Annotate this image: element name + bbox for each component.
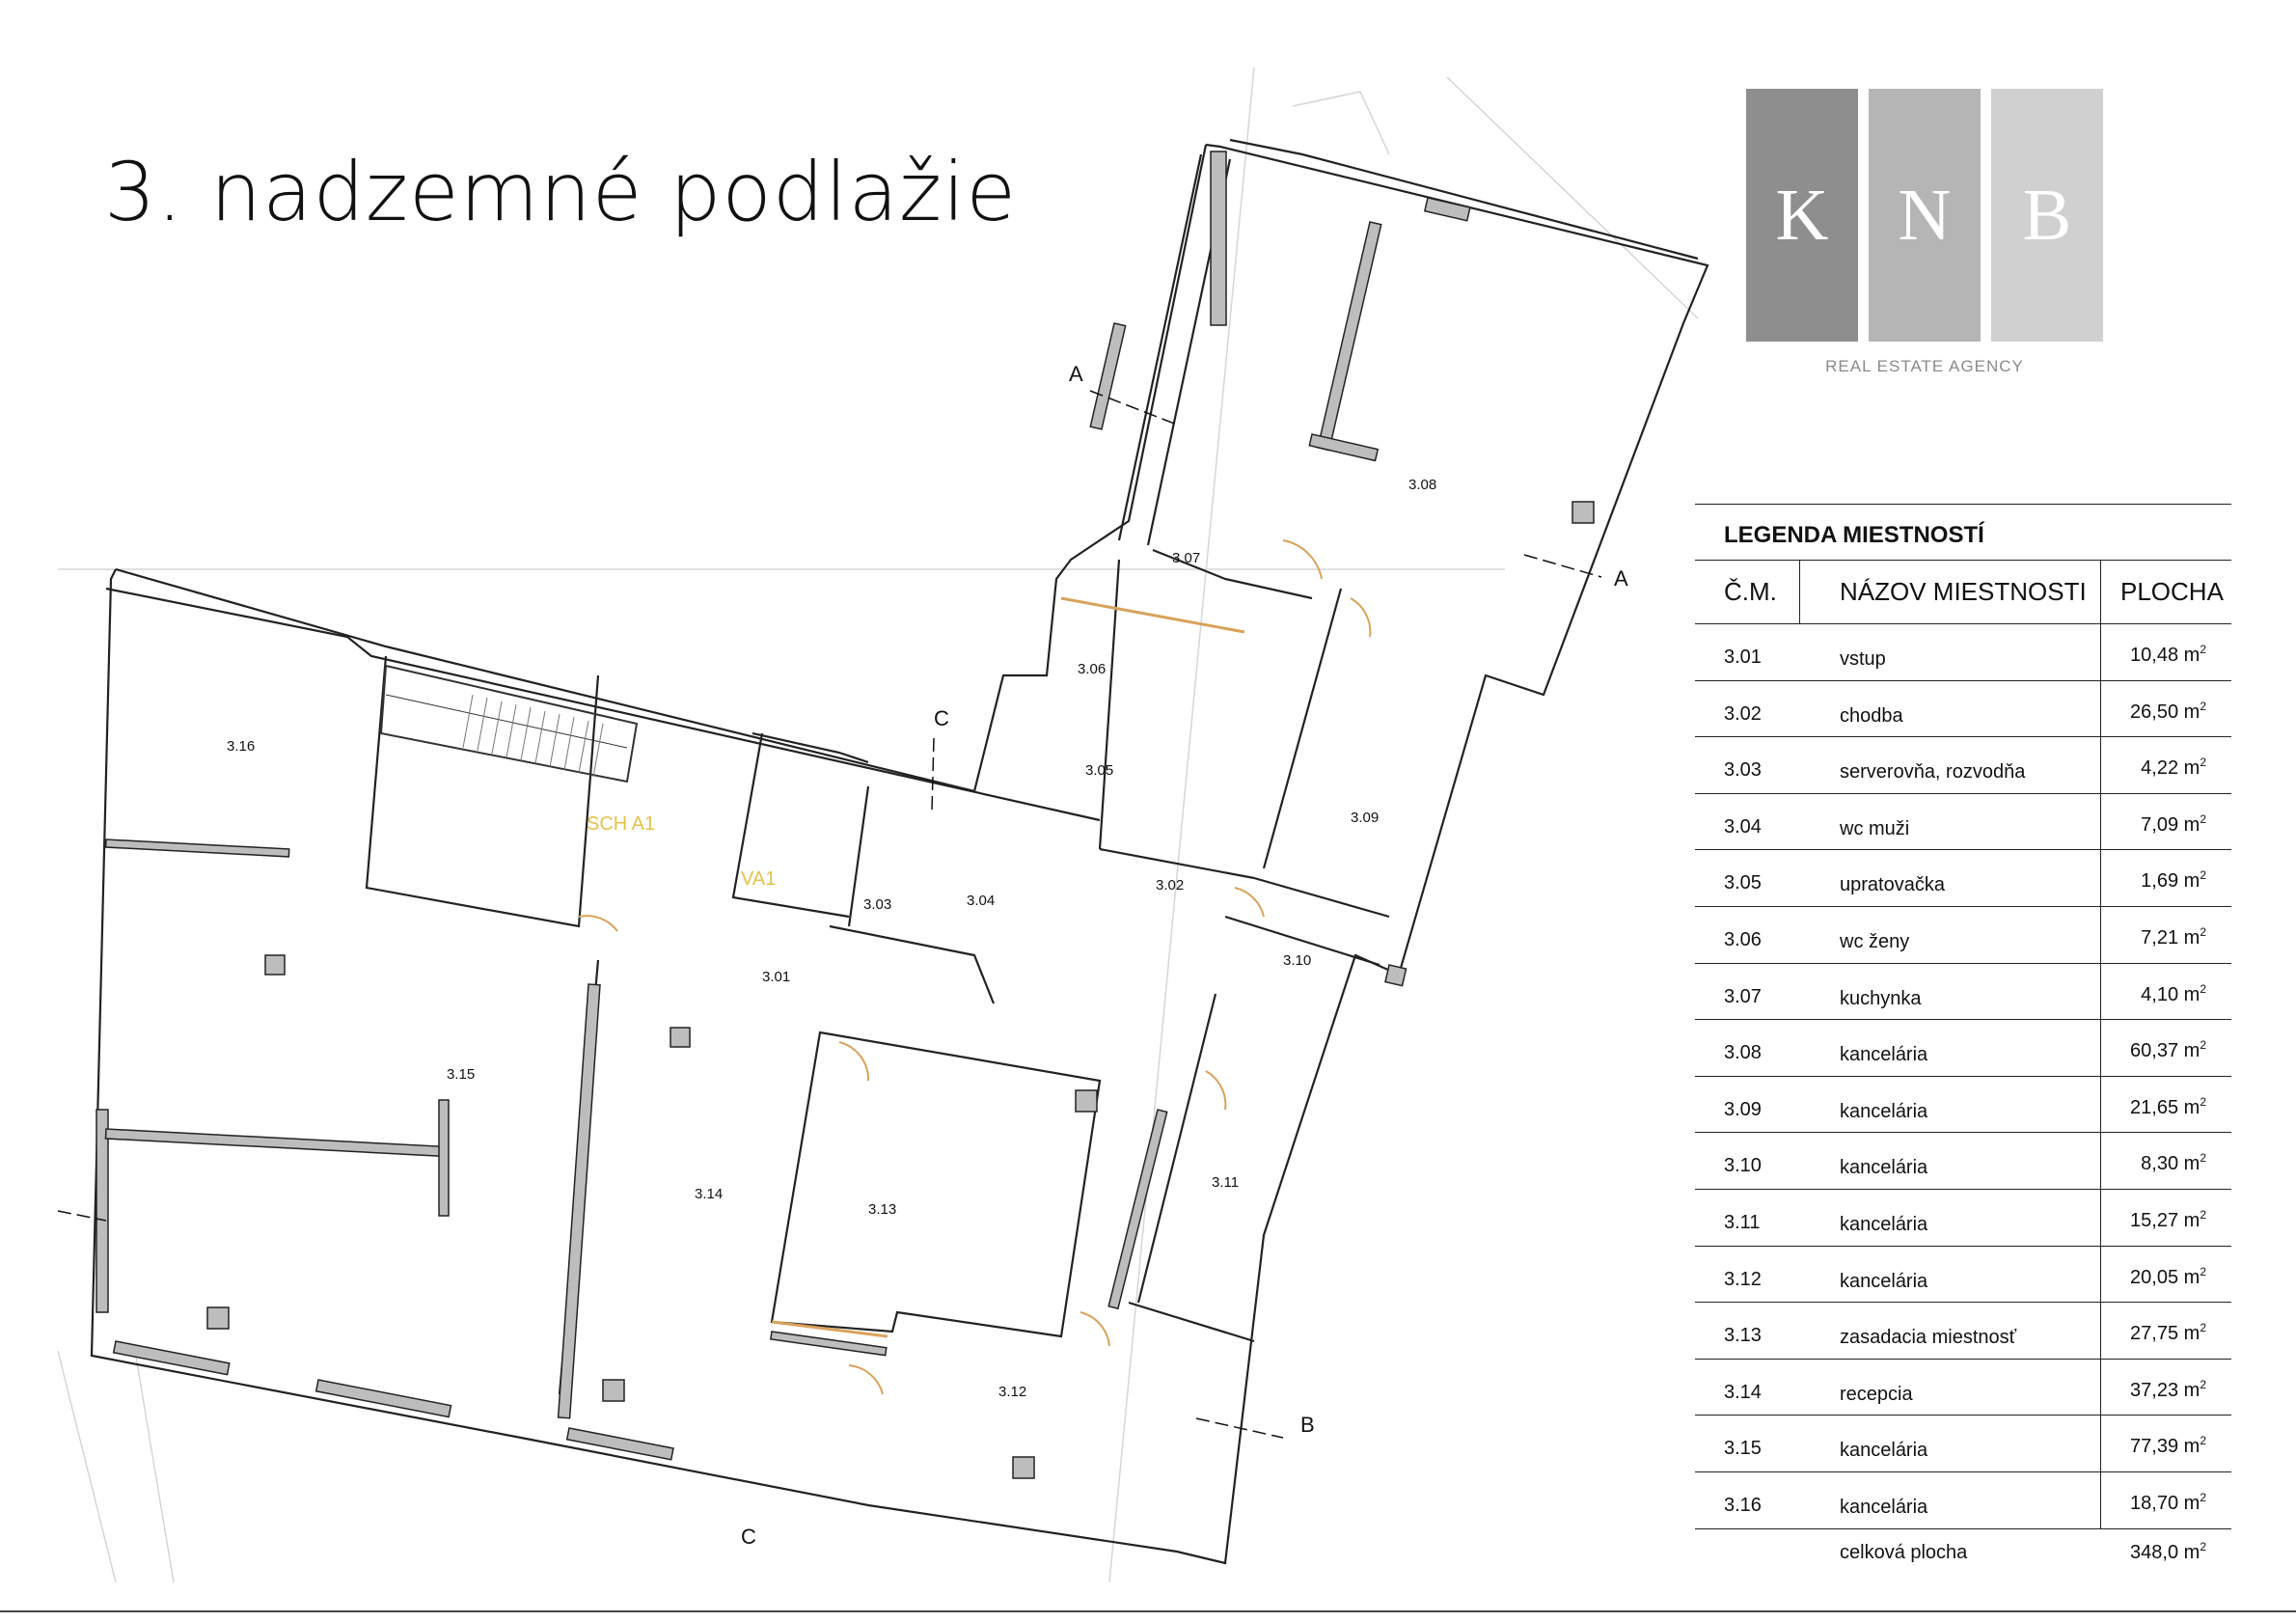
area-unit-exponent: 2 [2200, 925, 2206, 939]
room-name: vstup [1840, 648, 1886, 670]
column-divider [2100, 623, 2101, 680]
area-unit-exponent: 2 [2200, 981, 2206, 996]
room-area [2130, 1265, 2206, 1289]
room-number: 3.12 [1724, 1268, 1762, 1290]
legend-header-divider [1799, 560, 1800, 623]
room-label: 3.01 [762, 969, 791, 985]
room-number: 3.15 [1724, 1438, 1762, 1460]
room-name: wc ženy [1840, 931, 1910, 952]
area-unit-exponent: 2 [2200, 1094, 2206, 1109]
legend-row [1695, 1471, 2231, 1529]
room-area [2141, 756, 2206, 780]
area-unit-exponent: 2 [2200, 699, 2206, 713]
room-area [2130, 1491, 2206, 1515]
room-number: 3.01 [1724, 646, 1762, 668]
area-unit-exponent: 2 [2200, 1434, 2206, 1448]
room-area [2130, 1095, 2206, 1119]
legend-header-name: NÁZOV MIESTNOSTI [1840, 577, 2087, 606]
area-unit-exponent: 2 [2200, 1321, 2206, 1335]
column-divider [2100, 849, 2101, 906]
area-unit-exponent: 2 [2200, 811, 2206, 826]
legend-row [1695, 1132, 2231, 1190]
column-divider [2100, 1302, 2101, 1359]
area-unit: m [2183, 1323, 2200, 1345]
room-area [2130, 1208, 2206, 1232]
area-unit-exponent: 2 [2200, 1208, 2206, 1222]
column-divider [2100, 680, 2101, 737]
room-number: 3.10 [1724, 1155, 1762, 1177]
stair-label: SCH A1 [587, 813, 656, 835]
area-unit: m [2183, 927, 2200, 948]
logo-letter-b: B [1991, 89, 2103, 342]
column-divider [2100, 1132, 2101, 1189]
area-unit: m [2183, 757, 2200, 780]
room-area [2130, 1321, 2206, 1345]
logo-letter-k: K [1746, 89, 1858, 342]
area-unit: m [2183, 1040, 2200, 1062]
legend-row [1695, 1246, 2231, 1304]
room-area [2130, 700, 2206, 724]
total-area [2130, 1540, 2206, 1564]
legend-row [1695, 1076, 2231, 1134]
room-area-value: 18,70 [2130, 1493, 2184, 1514]
area-unit: m [2183, 1096, 2200, 1118]
column-divider [2100, 906, 2101, 963]
column-divider [2100, 736, 2101, 793]
room-name: wc muži [1840, 817, 1910, 839]
room-name: upratovačka [1840, 874, 1945, 896]
legend-row [1695, 1189, 2231, 1247]
section-marker: C [741, 1525, 756, 1549]
area-unit: m [2183, 983, 2200, 1005]
knb-logo [1746, 89, 2103, 378]
area-unit: m [2183, 1153, 2200, 1175]
legend-header-area: PLOCHA [2120, 577, 2224, 606]
room-label: 3.05 [1085, 762, 1114, 779]
legend-header-top-rule [1695, 560, 2231, 561]
area-unit: m [2183, 1493, 2200, 1514]
room-label: 3.06 [1078, 661, 1107, 677]
room-label: 3.13 [868, 1201, 897, 1218]
room-area-value: 8,30 [2141, 1153, 2184, 1175]
room-label: 3.04 [967, 893, 996, 909]
room-label: 3.07 [1172, 550, 1201, 566]
room-name: kancelária [1840, 1157, 1928, 1179]
room-area [2141, 812, 2206, 837]
room-label: 3.09 [1351, 810, 1380, 826]
total-area-value: 348,0 [2130, 1541, 2184, 1563]
room-number: 3.03 [1724, 759, 1762, 782]
room-label: 3.16 [227, 738, 256, 755]
room-name: serverovňa, rozvodňa [1840, 761, 2026, 784]
room-area-value: 4,22 [2141, 757, 2184, 780]
room-area [2141, 868, 2206, 893]
room-area-value: 77,39 [2130, 1436, 2184, 1458]
room-area [2130, 1434, 2206, 1458]
stair-label: VA1 [741, 868, 777, 890]
room-number: 3.06 [1724, 929, 1762, 950]
room-number: 3.11 [1724, 1212, 1761, 1233]
section-marker: C [934, 706, 949, 730]
area-unit: m [2183, 1379, 2200, 1401]
area-unit-exponent: 2 [2200, 643, 2206, 656]
room-area-value: 10,48 [2130, 645, 2184, 666]
total-label: celková plocha [1840, 1541, 1968, 1563]
area-unit-exponent: 2 [2200, 1264, 2206, 1278]
column-divider [2100, 1246, 2101, 1303]
legend-title-text: LEGENDA MIESTNOSTÍ [1724, 522, 1984, 548]
area-unit: m [2183, 1436, 2200, 1458]
room-name: kancelária [1840, 1270, 1928, 1292]
area-unit: m [2183, 645, 2200, 666]
room-name: kancelária [1840, 1044, 1928, 1066]
room-area-value: 60,37 [2130, 1040, 2184, 1062]
page-bottom-rule [0, 1610, 2296, 1612]
legend-row [1695, 906, 2231, 964]
room-area-value: 1,69 [2141, 870, 2184, 893]
room-area-value: 21,65 [2130, 1096, 2184, 1118]
room-number: 3.05 [1724, 872, 1762, 894]
column-divider [2100, 1415, 2101, 1471]
room-area-value: 20,05 [2130, 1266, 2184, 1288]
column-divider [2100, 1359, 2101, 1416]
area-unit: m [2183, 1541, 2200, 1563]
legend-header-no: Č.M. [1724, 577, 1777, 606]
legend-row [1695, 849, 2231, 907]
legend-row [1695, 623, 2231, 681]
section-marker: A [1069, 362, 1083, 386]
room-name: chodba [1840, 704, 1903, 727]
room-area [2141, 1151, 2206, 1175]
legend-row [1695, 1415, 2231, 1472]
area-unit: m [2183, 1210, 2200, 1231]
area-unit-exponent: 2 [2200, 756, 2206, 770]
legend-row [1695, 793, 2231, 851]
legend-header-divider [2100, 560, 2101, 623]
room-name: kuchynka [1840, 987, 1922, 1009]
area-unit: m [2183, 870, 2200, 893]
column-divider [2100, 1189, 2101, 1246]
section-marker: B [1300, 1413, 1315, 1437]
logo-letter-n: N [1869, 89, 1981, 342]
legend-total-row [1695, 1528, 2231, 1577]
legend-row [1695, 680, 2231, 738]
area-unit: m [2183, 1266, 2200, 1288]
room-label: 3.14 [695, 1186, 724, 1202]
room-name: zasadacia miestnosť [1840, 1327, 2017, 1349]
column-divider [2100, 1076, 2101, 1133]
room-area-value: 27,75 [2130, 1323, 2184, 1345]
room-number: 3.07 [1724, 985, 1762, 1007]
room-label: 3.11 [1212, 1174, 1240, 1191]
legend-row [1695, 736, 2231, 794]
area-unit: m [2183, 813, 2200, 836]
room-area [2130, 1038, 2206, 1062]
room-name: recepcia [1840, 1383, 1913, 1405]
room-number: 3.16 [1724, 1495, 1762, 1516]
area-unit: m [2183, 701, 2200, 723]
column-divider [2100, 1019, 2101, 1076]
section-marker: A [1614, 566, 1628, 591]
room-number: 3.09 [1724, 1098, 1762, 1120]
legend-row [1695, 963, 2231, 1021]
room-area-value: 37,23 [2130, 1379, 2184, 1401]
area-unit-exponent: 2 [2200, 1539, 2206, 1553]
column-divider [2100, 1471, 2101, 1528]
room-area-value: 7,21 [2141, 927, 2184, 948]
room-label: 3.15 [447, 1066, 476, 1083]
legend-title [1695, 504, 2231, 557]
room-area-value: 7,09 [2141, 813, 2184, 836]
legend-row [1695, 1302, 2231, 1360]
room-number: 3.04 [1724, 815, 1762, 838]
room-name: kancelária [1840, 1497, 1928, 1518]
room-area [2141, 982, 2206, 1006]
room-name: kancelária [1840, 1440, 1928, 1462]
room-area-value: 26,50 [2130, 701, 2184, 723]
room-label: 3.12 [998, 1384, 1027, 1400]
room-area [2141, 925, 2206, 949]
room-name: kancelária [1840, 1100, 1928, 1122]
room-number: 3.08 [1724, 1042, 1762, 1064]
area-unit-exponent: 2 [2200, 1038, 2206, 1053]
column-divider [2100, 793, 2101, 850]
logo-tagline: REAL ESTATE AGENCY [1825, 357, 2024, 375]
room-label: 3.08 [1408, 477, 1437, 493]
legend-row [1695, 1019, 2231, 1077]
room-label: 3.02 [1156, 877, 1185, 893]
room-label: 3.03 [863, 896, 892, 913]
legend-row [1695, 1359, 2231, 1416]
room-label: 3.10 [1283, 952, 1312, 969]
area-unit-exponent: 2 [2200, 1377, 2206, 1391]
room-number: 3.13 [1724, 1325, 1762, 1347]
room-area [2130, 1378, 2206, 1402]
room-name: kancelária [1840, 1214, 1928, 1235]
page-title: 3. nadzemné podlažie [104, 145, 1018, 239]
area-unit-exponent: 2 [2200, 1151, 2206, 1166]
column-divider [2100, 963, 2101, 1020]
area-unit-exponent: 2 [2200, 1491, 2206, 1504]
room-number: 3.02 [1724, 702, 1762, 725]
room-area-value: 4,10 [2141, 983, 2184, 1005]
room-number: 3.14 [1724, 1381, 1762, 1403]
room-area-value: 15,27 [2130, 1210, 2184, 1231]
room-area [2130, 643, 2206, 667]
area-unit-exponent: 2 [2200, 868, 2206, 883]
